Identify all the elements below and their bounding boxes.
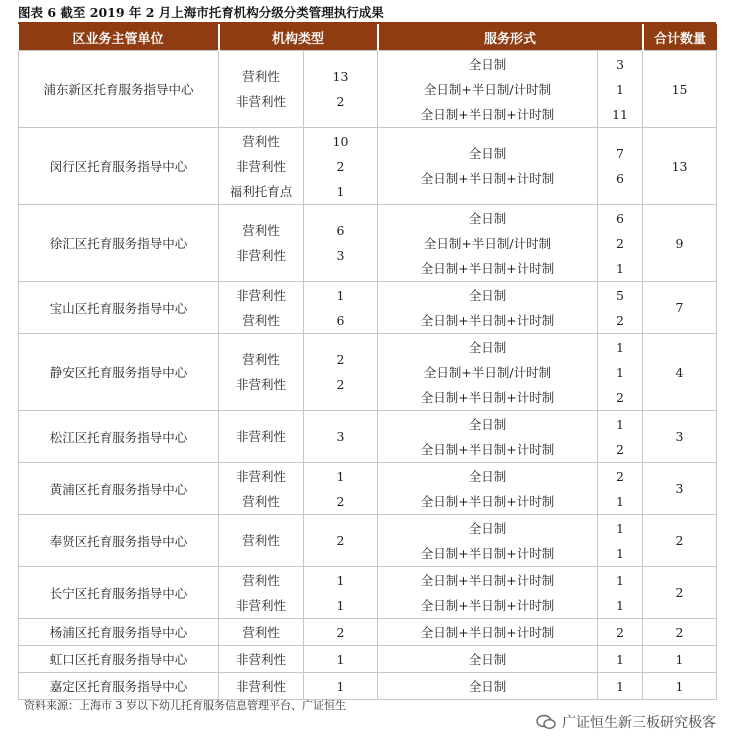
service-form: 全日制+半日制/计时制 [423,235,552,251]
type-count-cell [304,128,378,205]
service-form: 全日制+半日制+计时制 [420,312,555,328]
service-form-cell [378,619,598,646]
institution-type: 非营利性 [235,429,286,444]
service-form: 全日制+半日制+计时制 [420,572,555,588]
form-count: 6 [616,210,624,226]
institution-type-cell [219,515,304,567]
unit-cell: 长宁区托育服务指导中心 [19,567,219,619]
form-count-cell [598,463,643,515]
form-count: 1 [616,81,624,97]
type-count: 6 [336,223,345,238]
type-count: 1 [336,572,345,588]
institution-type: 非营利性 [235,158,286,174]
type-count: 1 [336,678,345,694]
form-count-cell [598,334,643,411]
form-count-cell [598,515,643,567]
type-count: 13 [332,69,349,84]
institution-type: 营利性 [242,493,280,509]
institution-type: 非营利性 [235,651,286,667]
unit-cell: 杨浦区托育服务指导中心 [19,619,219,646]
institution-type-cell [219,51,304,128]
form-count: 1 [616,678,624,694]
source-note: 资料来源：上海市 3 岁以下幼儿托育服务信息管理平台、广证恒生 [24,699,346,712]
institution-type-cell [219,567,304,619]
unit-cell: 宝山区托育服务指导中心 [19,282,219,334]
form-count-cell [598,128,643,205]
form-count: 1 [616,493,624,509]
form-count: 1 [616,545,624,561]
institution-type: 非营利性 [235,468,286,484]
service-form: 全日制 [468,146,507,161]
unit-cell: 浦东新区托育服务指导中心 [19,51,219,128]
table-row [19,51,717,128]
form-count-cell [598,205,643,282]
form-count: 3 [616,56,624,72]
type-count-cell [304,619,378,646]
institution-type: 营利性 [242,312,280,328]
type-count: 2 [336,352,345,367]
institution-type: 非营利性 [235,94,286,109]
header-unit: 区业务主管单位 [19,24,219,51]
type-count-cell [304,673,378,700]
type-count: 3 [336,429,345,444]
total-count: 2 [643,515,717,567]
table-row [19,567,717,619]
institution-type-cell [219,282,304,334]
service-form: 全日制+半日制+计时制 [420,441,555,457]
header-total: 合计数量 [643,24,717,51]
form-count: 2 [616,235,624,251]
unit-cell: 虹口区托育服务指导中心 [19,646,219,673]
institution-type: 营利性 [242,133,280,149]
header-type: 机构类型 [219,24,378,51]
type-count: 1 [336,287,345,303]
form-count: 1 [616,597,624,613]
total-count: 1 [643,673,717,700]
type-count: 1 [336,468,345,484]
form-count: 2 [616,468,624,484]
form-count-cell [598,51,643,128]
unit-cell: 黄浦区托育服务指导中心 [19,463,219,515]
unit-cell: 奉贤区托育服务指导中心 [19,515,219,567]
service-form-cell [378,463,598,515]
institution-type: 非营利性 [235,597,286,613]
total-count: 2 [643,619,717,646]
institution-type-cell [219,619,304,646]
table-body [19,51,717,700]
service-form: 全日制+半日制+计时制 [420,597,555,613]
form-count: 2 [616,624,624,640]
service-form-cell [378,51,598,128]
institution-type: 营利性 [242,352,280,367]
total-count: 1 [643,646,717,673]
total-count: 3 [643,411,717,463]
unit-cell: 松江区托育服务指导中心 [19,411,219,463]
service-form: 全日制 [468,468,507,484]
institution-type-cell [219,334,304,411]
type-count-cell [304,282,378,334]
form-count: 1 [616,364,624,380]
form-count: 2 [616,441,624,457]
form-count: 7 [616,146,624,161]
type-count: 2 [336,533,345,548]
service-form: 全日制+半日制/计时制 [423,81,552,97]
institution-type: 非营利性 [235,678,286,694]
service-form: 全日制 [468,287,507,303]
form-count-cell [598,282,643,334]
service-form-cell [378,128,598,205]
form-count: 2 [616,312,624,328]
form-count: 1 [616,416,624,432]
service-form: 全日制 [468,678,507,694]
form-count: 1 [616,520,624,536]
service-form: 全日制+半日制+计时制 [420,171,555,186]
institution-type-cell [219,205,304,282]
form-count-cell [598,673,643,700]
form-count: 1 [616,339,624,355]
total-count: 4 [643,334,717,411]
service-form-cell [378,567,598,619]
form-count: 6 [616,171,624,186]
form-count: 1 [616,572,624,588]
type-count-cell [304,515,378,567]
form-count: 11 [612,106,628,122]
type-count: 6 [336,312,345,328]
wechat-watermark [536,712,716,732]
type-count-cell [304,51,378,128]
institution-type: 非营利性 [235,377,286,392]
type-count: 2 [336,493,345,509]
form-count-cell [598,619,643,646]
type-count-cell [304,205,378,282]
form-count: 1 [616,651,624,667]
service-form-cell [378,205,598,282]
header-form: 服务形式 [378,24,643,51]
table-row [19,515,717,567]
type-count: 2 [336,158,345,174]
total-count: 9 [643,205,717,282]
service-form-cell [378,411,598,463]
type-count-cell [304,411,378,463]
total-count: 7 [643,282,717,334]
table-row [19,334,717,411]
form-count-cell [598,411,643,463]
total-count: 2 [643,567,717,619]
type-count: 2 [336,94,345,109]
table-caption: 图表 6 截至 2019 年 2 月上海市托育机构分级分类管理执行成果 [18,5,384,20]
service-form: 全日制 [468,520,507,536]
service-form: 全日制+半日制+计时制 [420,545,555,561]
institution-type-cell [219,411,304,463]
service-form-cell [378,646,598,673]
type-count-cell [304,334,378,411]
type-count-cell [304,463,378,515]
type-count: 2 [336,377,345,392]
service-form: 全日制+半日制/计时制 [423,364,552,380]
table-row [19,205,717,282]
unit-cell: 闵行区托育服务指导中心 [19,128,219,205]
service-form: 全日制+半日制+计时制 [420,624,555,640]
institution-type: 营利性 [242,533,280,548]
institution-type: 营利性 [242,223,280,238]
table-row [19,128,717,205]
service-form: 全日制 [468,210,507,226]
service-form: 全日制+半日制+计时制 [420,260,555,276]
total-count: 13 [643,128,717,205]
institution-type: 营利性 [242,572,280,588]
service-form: 全日制 [468,416,507,432]
header-row [19,24,717,51]
institution-type-cell [219,463,304,515]
unit-cell: 静安区托育服务指导中心 [19,334,219,411]
institution-type-cell [219,646,304,673]
form-count: 5 [616,287,624,303]
type-count: 10 [332,133,349,149]
table-row [19,673,717,700]
table-row [19,646,717,673]
service-form-cell [378,515,598,567]
type-count-cell [304,646,378,673]
total-count: 15 [643,51,717,128]
data-table [18,24,717,700]
institution-type-cell [219,673,304,700]
institution-type: 非营利性 [235,248,286,263]
total-count: 3 [643,463,717,515]
institution-type: 营利性 [242,624,280,640]
institution-type: 福利托育点 [229,183,293,199]
service-form-cell [378,282,598,334]
service-form: 全日制 [468,651,507,667]
table-row [19,411,717,463]
service-form: 全日制 [468,339,507,355]
institution-type: 非营利性 [235,287,286,303]
table-row [19,463,717,515]
type-count: 3 [336,248,345,263]
service-form-cell [378,673,598,700]
service-form-cell [378,334,598,411]
service-form: 全日制+半日制+计时制 [420,493,555,509]
form-count-cell [598,646,643,673]
type-count: 1 [336,183,345,199]
form-count: 2 [616,389,624,405]
unit-cell: 徐汇区托育服务指导中心 [19,205,219,282]
service-form: 全日制 [468,56,507,72]
type-count: 1 [336,597,345,613]
institution-type: 营利性 [242,69,280,84]
form-count: 1 [616,260,624,276]
form-count-cell [598,567,643,619]
table-row [19,282,717,334]
type-count: 1 [336,651,345,667]
service-form: 全日制+半日制+计时制 [420,389,555,405]
table-row [19,619,717,646]
service-form: 全日制+半日制+计时制 [420,106,555,122]
watermark-text: 广证恒生新三板研究极客 [562,715,716,731]
wechat-icon [536,714,556,730]
institution-type-cell [219,128,304,205]
type-count-cell [304,567,378,619]
unit-cell: 嘉定区托育服务指导中心 [19,673,219,700]
type-count: 2 [336,624,345,640]
